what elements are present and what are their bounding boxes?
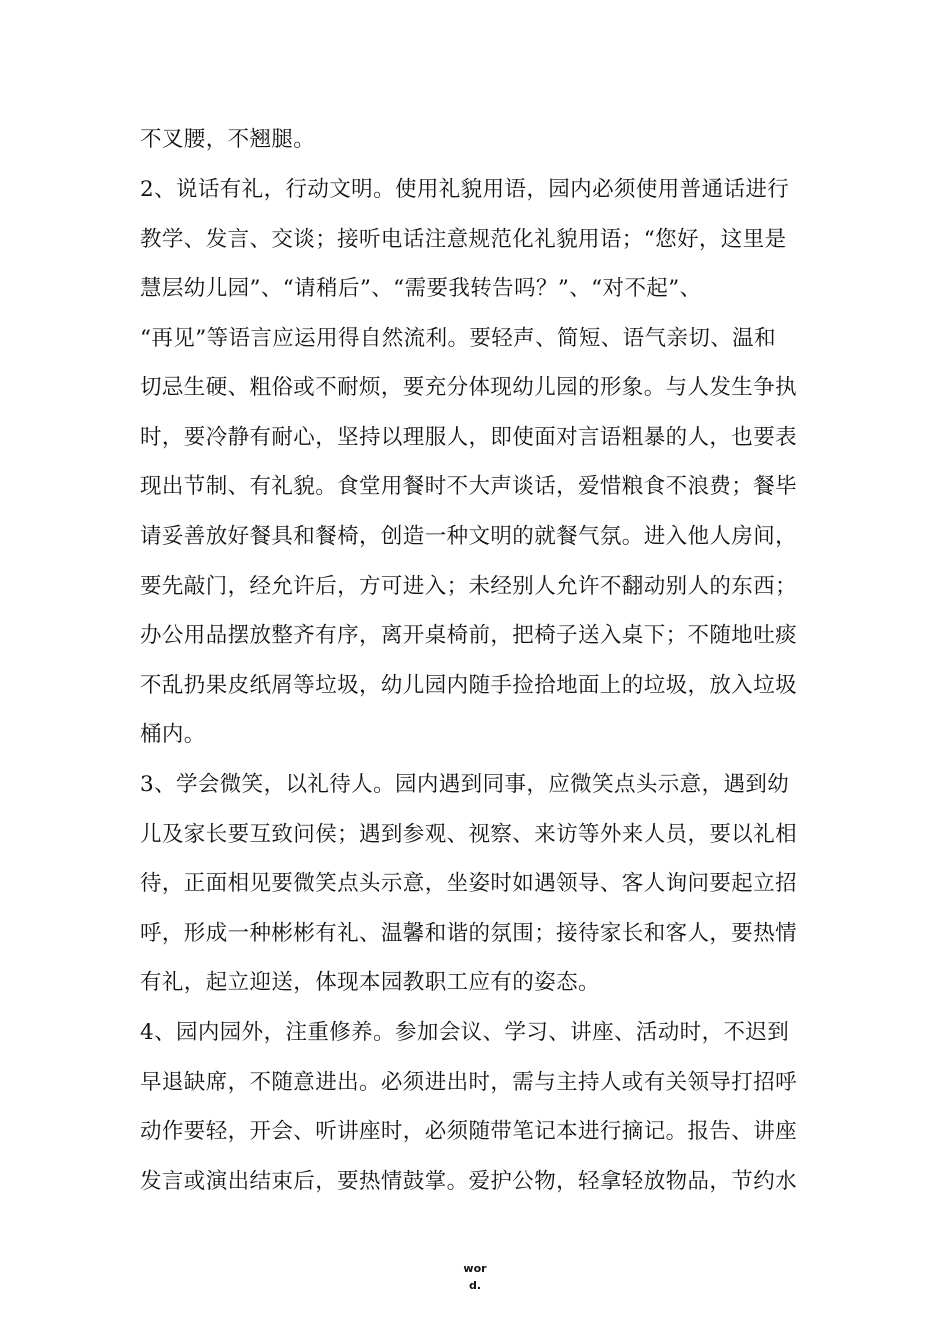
text-line: 发言或演出结束后，要热情鼓掌。爱护公物，轻拿轻放物品，节约水	[140, 1169, 798, 1194]
text-line: 不叉腰，不翘腿。	[140, 127, 316, 152]
text-line: 待，正面相见要微笑点头示意，坐姿时如遇领导、客人询问要起立招	[140, 871, 798, 896]
text-line: 要先敲门，经允许后，方可进入；未经别人允许不翻动别人的东西；	[140, 574, 798, 599]
text-line: 切忌生硬、粗俗或不耐烦，要充分体现幼儿园的形象。与人发生争执	[140, 375, 798, 400]
text-line: 早退缺席，不随意进出。必须进出时，需与主持人或有关领导打招呼	[140, 1070, 798, 1095]
text-line: 4、园内园外，注重修养。参加会议、学习、讲座、活动时，不迟到	[140, 1020, 790, 1045]
footer-text-line2: d.	[468, 1279, 482, 1292]
text-line: “再见”等语言应运用得自然流利。要轻声、简短、语气亲切、温和	[140, 326, 776, 351]
text-line: 办公用品摆放整齐有序，离开桌椅前，把椅子送入桌下；不随地吐痰	[140, 623, 798, 648]
page-footer	[455, 1260, 495, 1294]
footer-text-line1: wor	[463, 1262, 487, 1275]
text-line: 不乱扔果皮纸屑等垃圾，幼儿园内随手捡拾地面上的垃圾，放入垃圾	[140, 673, 798, 698]
text-line: 动作要轻，开会、听讲座时，必须随带笔记本进行摘记。报告、讲座	[140, 1119, 798, 1144]
text-line: 现出节制、有礼貌。食堂用餐时不大声谈话，爱惜粮食不浪费；餐毕	[140, 474, 798, 499]
text-line: 教学、发言、交谈；接听电话注意规范化礼貌用语；“您好，这里是	[140, 227, 787, 252]
text-line: 呼，形成一种彬彬有礼、温馨和谐的氛围；接待家长和客人，要热情	[140, 921, 798, 946]
text-line: 桶内。	[140, 722, 206, 747]
text-line: 时，要冷静有耐心，坚持以理服人，即使面对言语粗暴的人，也要表	[140, 425, 798, 450]
text-line: 慧层幼儿园”、“请稍后”、“需要我转告吗？”、“对不起”、	[140, 276, 702, 301]
text-line: 3、学会微笑，以礼待人。园内遇到同事，应微笑点头示意，遇到幼	[140, 772, 790, 797]
text-line: 请妥善放好餐具和餐椅，创造一种文明的就餐气氛。进入他人房间，	[140, 524, 798, 549]
text-line: 2、说话有礼，行动文明。使用礼貌用语，园内必须使用普通话进行	[140, 177, 790, 202]
text-line: 有礼，起立迎送，体现本园教职工应有的姿态。	[140, 970, 600, 995]
text-line: 儿及家长要互致问侯；遇到参观、视察、来访等外来人员，要以礼相	[140, 822, 798, 847]
